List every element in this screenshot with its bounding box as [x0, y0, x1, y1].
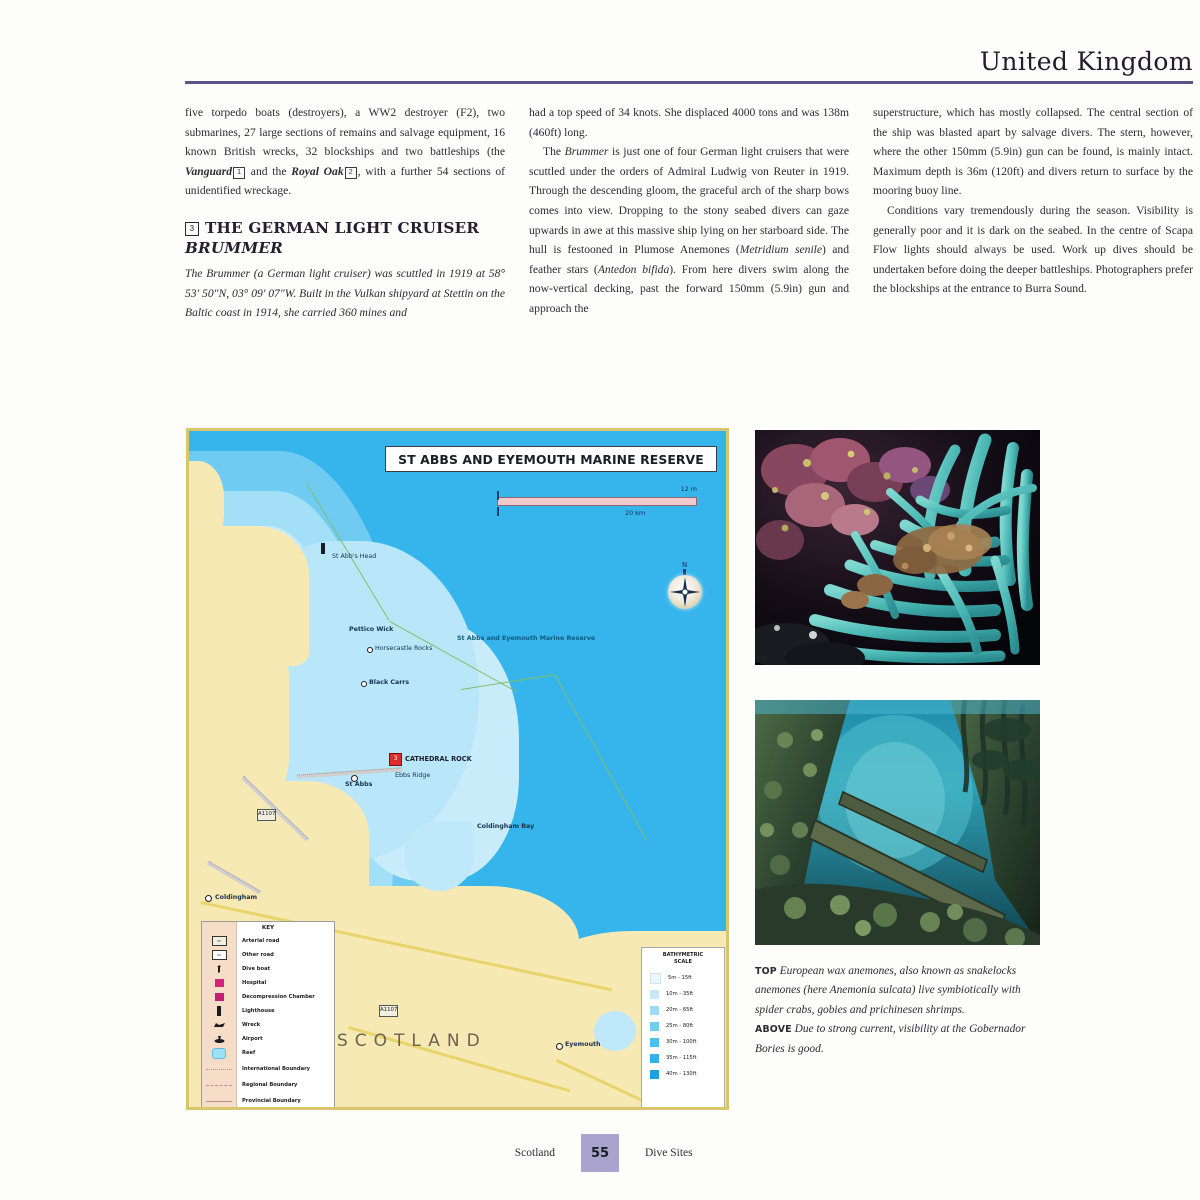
- ship-name-brummer-1: Brummer: [206, 266, 250, 280]
- label-horsecastle-rocks: Horsecastle Rocks: [375, 645, 433, 652]
- col1-p1-part-c: , with a further 54 sections of unidentified wreckage.: [185, 164, 505, 198]
- bathy-swatch-2: [650, 990, 659, 999]
- section-heading-line1: THE GERMAN LIGHT CRUISER: [205, 218, 480, 237]
- regional-boundary-icon: [202, 1085, 236, 1086]
- label-pettico-wick: Pettico Wick: [349, 626, 394, 633]
- dive-site-map[interactable]: [186, 428, 729, 1110]
- bathy-label-6: 35m - 115ft: [666, 1055, 697, 1061]
- ship-name-royal-oak: Royal Oak: [291, 164, 344, 178]
- paragraph-col1-2: [185, 264, 505, 323]
- label-coldingham: Coldingham: [215, 894, 258, 901]
- map-title: ST ABBS AND EYEMOUTH MARINE RESERVE: [385, 446, 717, 472]
- key-label-other-road: Other road: [242, 952, 274, 958]
- key-row-decompression-chamber: [202, 990, 334, 1004]
- site-marker-1: 1: [233, 167, 245, 179]
- key-row-provincial-boundary: [202, 1094, 334, 1108]
- bathy-row-7: [642, 1066, 724, 1082]
- footer-section: Dive Sites: [645, 1147, 693, 1159]
- key-label-decompression-chamber: Decompression Chamber: [242, 994, 315, 1000]
- caption-top-text-a: European wax anemones, also known as snakelocks anemones (here: [755, 965, 1017, 997]
- road-shield-1: A1107: [257, 809, 276, 821]
- caption-above-text-b: is good.: [784, 1042, 824, 1055]
- photo-caption: [755, 962, 1040, 1059]
- marker-horsecastle-rocks: [367, 647, 373, 653]
- key-label-dive-boat: Dive boat: [242, 966, 271, 972]
- airport-icon: [202, 1035, 236, 1044]
- scale-bar: [497, 497, 697, 506]
- wreck-underwater-photo: [755, 700, 1040, 945]
- bathy-swatch-5: [650, 1038, 659, 1047]
- bathy-label-3: 20m - 65ft: [666, 1007, 694, 1013]
- key-row-wreck: [202, 1018, 334, 1032]
- label-ebbs-ridge: Ebbs Ridge: [395, 772, 431, 779]
- key-label-arterial-road: Arterial road: [242, 938, 280, 944]
- key-label-regional-boundary: Regional Boundary: [242, 1082, 298, 1088]
- lighthouse-icon: [321, 543, 325, 554]
- key-label-wreck: Wreck: [242, 1022, 261, 1028]
- bathymetric-scale-legend: [641, 947, 725, 1110]
- marker-eyemouth: [556, 1043, 563, 1050]
- bathy-label-5: 30m - 100ft: [666, 1039, 697, 1045]
- compass-rose-icon: [663, 561, 707, 611]
- col2-p2-part-a: The: [543, 145, 565, 159]
- paragraph-col2-1: had a top speed of 34 knots. She displaced 4000 tons and was 138m (460ft) long.: [529, 106, 849, 139]
- text-column-1: [185, 103, 505, 403]
- bathy-label-1: 5m - 15ft: [668, 975, 692, 981]
- caption-above-text-a: Due to strong current, visibility at the: [794, 1023, 970, 1036]
- caption-above-label: ABOVE: [755, 1024, 792, 1036]
- key-row-reef: [202, 1046, 334, 1060]
- species-antedon-bifida: Antedon bifida: [597, 262, 670, 276]
- key-label-international-boundary: International Boundary: [242, 1066, 311, 1072]
- col1-p2-part-b: (a German light cruiser) was scuttled in 1919 at 58° 53' 50"N, 03° 09' 07"W. Built in the Vulkan shipyard at Stettin on the Baltic coast in 1914, she carried 360 mines and: [185, 266, 505, 320]
- anemone-photo-graphic: [755, 430, 1040, 665]
- page-number: 55: [581, 1134, 619, 1172]
- bathy-label-7: 40m - 130ft: [666, 1071, 697, 1077]
- coldingham-bay-water: [404, 821, 474, 891]
- bathy-swatch-4: [650, 1022, 659, 1031]
- key-row-other-road: [202, 948, 334, 962]
- bathy-swatch-1: [650, 973, 661, 984]
- bathy-row-1: [642, 970, 724, 986]
- label-marine-reserve: St Abbs and Eyemouth Marine Reserve: [457, 635, 596, 642]
- col2-p2-part-d: ). From here divers swim along the now-vertical decking, past the forward 150mm (5.9in) gun and approach the: [529, 262, 850, 315]
- text-column-2: [529, 103, 849, 403]
- ship-name-vanguard: Vanguard: [185, 164, 233, 178]
- key-label-reef: Reef: [242, 1050, 256, 1056]
- caption-above-species: Gobernador Bories: [755, 1023, 1026, 1055]
- page-header: [185, 38, 1193, 84]
- scale-label-km: 20 km: [625, 509, 646, 517]
- key-label-lighthouse: Lighthouse: [242, 1008, 275, 1014]
- dive-boat-icon: [202, 964, 236, 975]
- label-coldingham-bay: Coldingham Bay: [477, 823, 535, 830]
- marker-coldingham: [205, 895, 212, 902]
- section-heading: [185, 218, 505, 258]
- marker-black-carrs: [361, 681, 367, 687]
- road-shield-2: A1107: [379, 1005, 398, 1017]
- bathy-row-5: [642, 1034, 724, 1050]
- label-st-abbs: St Abbs: [345, 781, 373, 788]
- decompression-chamber-icon: [202, 993, 236, 1001]
- bathy-row-2: [642, 986, 724, 1002]
- dive-site-marker-cathedral-rock[interactable]: [389, 753, 402, 766]
- bathymetric-title: [642, 952, 724, 966]
- provincial-boundary-icon: [202, 1101, 236, 1102]
- key-row-lighthouse: [202, 1004, 334, 1018]
- scale-label-miles: 12 m: [680, 485, 697, 493]
- text-column-3: [873, 103, 1193, 403]
- reef-icon: [202, 1048, 236, 1059]
- map-scale: [497, 483, 697, 519]
- compass-north-label: N: [682, 561, 688, 569]
- lighthouse-icon-key: [202, 1006, 236, 1016]
- section-marker-icon: 3: [185, 222, 199, 236]
- label-cathedral-rock: CATHEDRAL ROCK: [405, 755, 472, 763]
- bathy-swatch-6: [650, 1054, 659, 1063]
- bathy-row-6: [642, 1050, 724, 1066]
- section-heading-line2: BRUMMER: [185, 238, 283, 257]
- bathy-swatch-7: [650, 1070, 659, 1079]
- key-row-airport: [202, 1032, 334, 1046]
- scale-tick-bottom-left: [497, 507, 499, 516]
- key-label-hospital: Hospital: [242, 980, 267, 986]
- page-footer: [0, 1134, 1200, 1172]
- caption-top-species: Anemonia sulcata: [829, 984, 912, 997]
- bathymetric-title-line2: SCALE: [673, 959, 693, 965]
- scale-tick-top-left: [497, 491, 499, 500]
- label-black-carrs: Black Carrs: [369, 679, 410, 686]
- snakelocks-anemone-photo: [755, 430, 1040, 665]
- paragraph-col2-2: [529, 142, 849, 318]
- body-columns: [185, 103, 1193, 403]
- key-label-provincial-boundary: Provincial Boundary: [242, 1098, 301, 1104]
- wreck-photo-graphic: [755, 700, 1040, 945]
- paragraph-col1-1: [185, 103, 505, 201]
- key-title: KEY: [261, 925, 275, 931]
- bathy-row-4: [642, 1018, 724, 1034]
- header-rule: [185, 81, 1193, 84]
- international-boundary-icon: [202, 1069, 236, 1070]
- wreck-icon: [202, 1021, 236, 1030]
- species-metridium-senile: Metridium senile: [739, 243, 823, 257]
- key-row-hospital: [202, 976, 334, 990]
- col2-p2-part-b: is just one of four German light cruisers that were scuttled under the orders of Admiral Ludwig von Reuter in 1919. Through the descending gloom, the graceful arch of the sharp bows comes into view. Dropping to the stony seabed divers can gaze upwards in awe at this massive ship lying on her starboard side. The hull is festooned in Plumose Anemones (: [529, 145, 849, 257]
- other-road-icon: ▭: [202, 950, 236, 960]
- hospital-icon: [202, 979, 236, 987]
- key-label-airport: Airport: [242, 1036, 263, 1042]
- ship-name-brummer-2: Brummer: [564, 145, 609, 159]
- col1-p1-part-b: and the: [246, 164, 292, 178]
- map-key-legend: [201, 921, 335, 1110]
- bathy-swatch-3: [650, 1006, 659, 1015]
- label-st-abbs-head: St Abb's Head: [332, 553, 377, 560]
- caption-top-text-b: ) live symbiotically with spider crabs, gobies and prichinesen shrimps.: [755, 984, 1021, 1016]
- caption-top-label: TOP: [755, 966, 777, 977]
- paragraph-col3-2: Conditions vary tremendously during the season. Visibility is generally poor and it is dark on the seabed. In the centre of Scapa Flow lights should always be used. Work up dives should be undertaken before doing the deeper battleships. Photographers prefer the blockships at the entrance to Burra Sound.: [873, 203, 1193, 296]
- bathy-label-2: 10m - 35ft: [666, 991, 694, 997]
- col2-p2-part-c: ) and feather stars (: [529, 243, 849, 276]
- footer-region: Scotland: [514, 1147, 555, 1159]
- compass-disc: [668, 575, 702, 609]
- label-scotland: SCOTLAND: [337, 1031, 487, 1051]
- site-marker-2: 2: [345, 167, 357, 179]
- col1-p2-part-a: The: [185, 266, 207, 280]
- main-road-icon: ▭: [202, 936, 236, 946]
- paragraph-col3-1: superstructure, which has mostly collapsed. The central section of the ship was blasted apart by salvage divers. The stern, however, where the other 150mm (5.9in) gun can be found, is mainly intact. Maximum depth is 36m (120ft) and divers return to surface by the mooring buoy line.: [873, 106, 1193, 198]
- compass-star-icon: [668, 575, 702, 609]
- key-row-international-boundary: [202, 1062, 334, 1076]
- key-row-dive-boat: [202, 962, 334, 976]
- col1-p1-part-a: five torpedo boats (destroyers), a WW2 destroyer (F2), two submarines, 27 large sections of remains and salvage equipment, 16 known British wrecks, 32 blockships and two battleships (the: [185, 106, 505, 159]
- label-eyemouth: Eyemouth: [565, 1041, 601, 1048]
- bathymetric-title-line1: BATHYMETRIC: [662, 952, 704, 958]
- bathy-label-4: 25m - 80ft: [666, 1023, 694, 1029]
- key-row-arterial-road: [202, 934, 334, 948]
- key-row-regional-boundary: [202, 1078, 334, 1092]
- bathy-row-3: [642, 1002, 724, 1018]
- page-title: United Kingdom: [979, 47, 1193, 76]
- dive-site-marker-number: 3: [393, 755, 398, 762]
